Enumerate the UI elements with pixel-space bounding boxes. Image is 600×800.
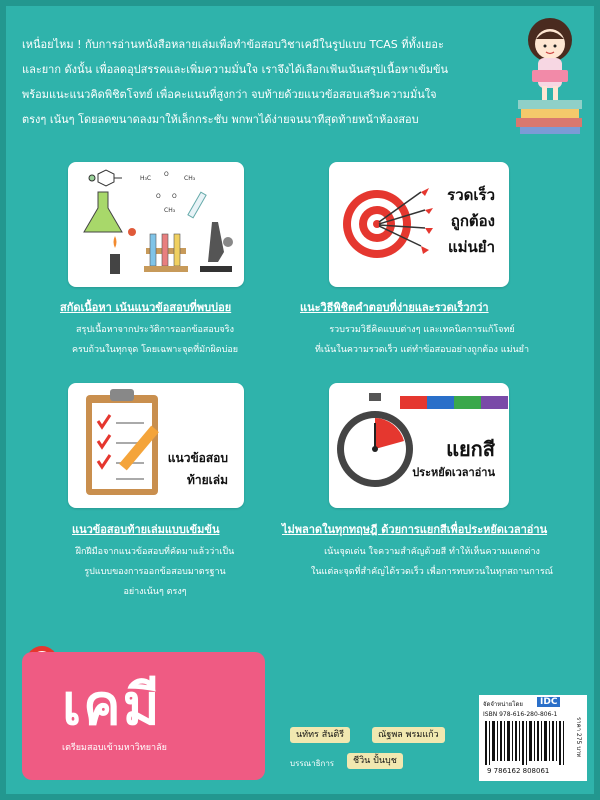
color-swatch-green [454,396,481,409]
feature-heading: แนะวิธีพิชิตคำตอบที่ง่ายและรวดเร็วกว่า [300,301,489,314]
feature-description [40,320,270,360]
distributor-logo: IDC [537,697,560,707]
price-text: ราคา 275 บาท [575,717,582,758]
editor-label: บรรณาธิการ [290,759,335,768]
card-keyword-fast: รวดเร็ว [447,186,495,204]
card-keywords [447,182,495,260]
card-keyword-accurate: แม่นยำ [447,238,495,256]
card-keyword-practice: แนวข้อสอบ [167,451,228,465]
feature-description-line: เน้นจุดเด่น ใจความสำคัญด้วยสี ทำให้เห็นความแตกต่าง [324,547,540,557]
book-title: เคมี [62,673,162,738]
intro-line: ตรงๆ เน้นๆ โดยลดขนาดลงมาให้เล็กกระชับ พกพาได้ง่ายจนนาทีสุดท้ายหน้าห้องสอบ [22,113,419,126]
feature-description-line: สรุปเนื้อหาจากประวัติการออกข้อสอบจริง [76,325,234,335]
card-keywords [168,447,228,491]
feature-description-line: อย่างเน้นๆ ตรงๆ [123,587,187,597]
practice-exam-card [68,383,244,508]
color-swatch-blue [427,396,454,409]
speed-accuracy-card [329,162,509,287]
color-swatch-purple [481,396,508,409]
feature-description-line: ที่เน้นในความรวดเร็ว แต่ทำข้อสอบอย่างถูกต้อง แม่นยำ [314,345,530,355]
svg-text:CH₃: CH₃ [184,175,196,182]
feature-heading: ไม่พลาดในทุกทฤษฎี ด้วยการแยกสีเพื่อประหยัดเวลาอ่าน [282,523,548,536]
lab-equipment-illustration [68,162,244,287]
feature-description-line: รูปแบบของการออกข้อสอบมาตรฐาน [84,567,226,577]
intro-line: เหนื่อยไหม ! กับการอ่านหนังสือหลายเล่มเพื่อทำข้อสอบวิชาเคมีในรูปแบบ TCAS ที่ทั้งเยอะ [22,38,444,51]
card-keyword-color: แยกสี [446,437,495,461]
author-name: ณัฐพล พรมแก้ว [372,727,445,743]
author-name: นทัทร สันติรี [290,727,350,743]
card-keyword-save-time: ประหยัดเวลาอ่าน [412,466,495,479]
svg-text:O: O [172,193,177,200]
card-keyword-correct: ถูกต้อง [450,212,495,230]
barcode-image [485,721,569,765]
svg-text:O: O [164,171,169,178]
feature-description [40,542,270,602]
reading-girl-illustration [512,6,588,134]
feature-description-line: ฝึกฝีมือจากแนวข้อสอบที่คัดมาแล้วว่าเป็น [75,547,235,557]
feature-description-line: ในแต่ละจุดที่สำคัญได้รวดเร็ว เพื่อการทบทวนในทุกสถานการณ์ [310,567,554,577]
isbn-text: ISBN 978-616-280-806-1 [483,711,558,718]
feature-heading: สกัดเนื้อหา เน้นแนวข้อสอบที่พบบ่อย [60,301,232,314]
intro-line: พร้อมแนะแนวคิดพิชิตโจทย์ เพื่อคะแนนที่สูงกว่า จบท้ายด้วยแนวข้อสอบเสริมความมั่นใจ [22,88,437,101]
distributor-label: จัดจำหน่ายโดย [483,701,523,708]
barcode-number: 9 786162 808061 [487,767,550,775]
feature-description-line: รวบรวมวิธีคิดแบบต่างๆ และเทคนิคการแก้โจทย์ [329,325,515,335]
svg-text:CH₃: CH₃ [164,207,176,214]
barcode-panel [479,695,587,781]
feature-description [282,542,582,582]
svg-text:H₃C: H₃C [140,175,152,182]
book-subtitle: เตรียมสอบเข้ามหาวิทยาลัย [62,743,167,753]
editor-name: ชีวิน ปั้นบุช [347,753,403,769]
intro-line: และยาก ดังนั้น เพื่อลดอุปสรรคและเพิ่มความมั่นใจ เราจึงได้เลือกเฟ้นเน้นสรุปเนื้อหาเข้มข้น [22,63,449,76]
feature-heading: แนวข้อสอบท้ายเล่มแบบเข้มข้น [72,523,220,536]
feature-description [282,320,562,360]
svg-text:O: O [156,193,161,200]
color-swatch-red [400,396,427,409]
lab-equipment-card [68,162,244,287]
feature-description-line: ครบถ้วนในทุกจุด โดยเฉพาะจุดที่มักผิดบ่อย [71,345,239,355]
card-keyword-endbook: ท้ายเล่ม [186,473,228,487]
intro-paragraph [22,32,502,132]
